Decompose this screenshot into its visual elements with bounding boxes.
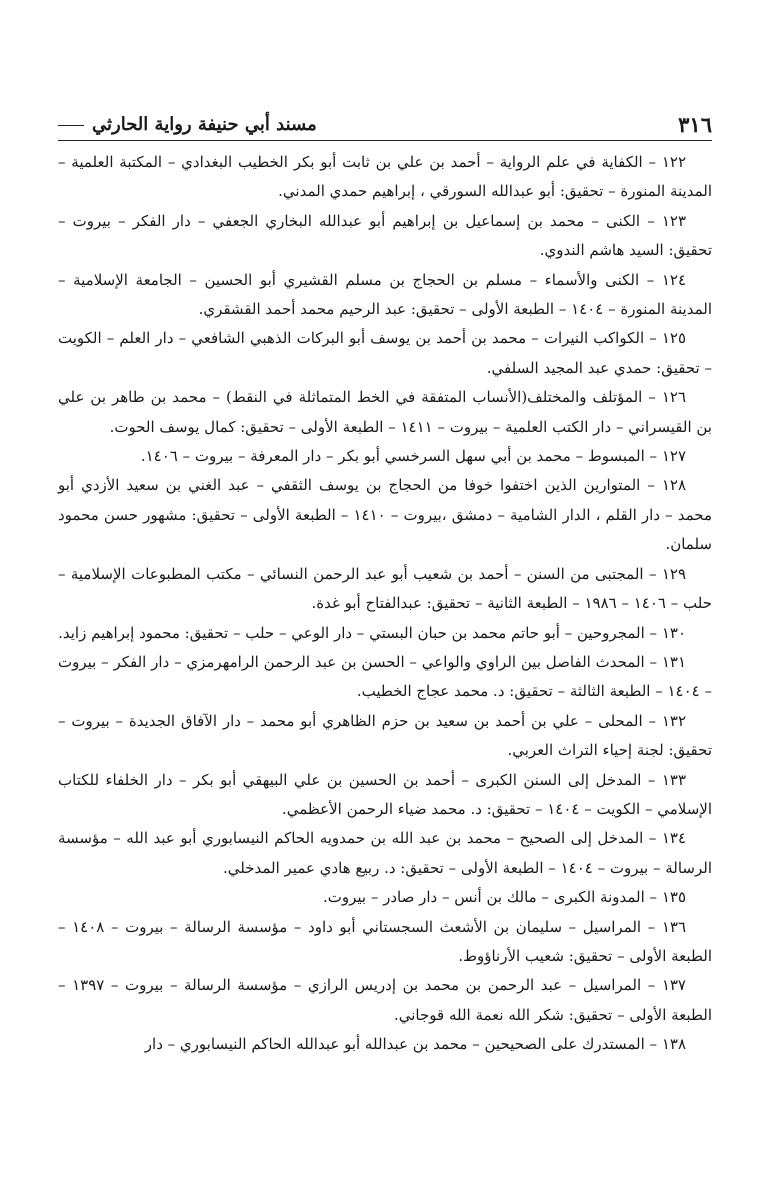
bibliography-entry-124: ١٢٤ – الكنى والأسماء – مسلم بن الحجاج بن مسلم القشيري أبو الحسين – الجامعة الإسلامية – المدينة المنورة – ١٤٠٤ – الطبعة الأولى – تحقيق: عبد الرحيم محمد أحمد القشقري. — [58, 270, 712, 319]
bibliography-entry-137: ١٣٧ – المراسيل – عبد الرحمن بن محمد بن إدريس الرازي – مؤسسة الرسالة – بيروت – ١٣٩٧ – الطبعة الأولى – تحقيق: شكر الله نعمة الله قوجاني. — [58, 976, 712, 1024]
page-header — [58, 110, 712, 141]
bibliography-entry-122: ١٢٢ – الكفاية في علم الرواية – أحمد بن علي بن ثابت أبو بكر الخطيب البغدادي – المكتبة العلمية – المدينة المنورة – تحقيق: أبو عبدالله السورقي ، إبراهيم حمدي المدني. — [58, 153, 712, 201]
bibliography-list — [58, 148, 712, 1060]
bibliography-entry-136: ١٣٦ – المراسيل – سليمان بن الأشعث السجستاني أبو داود – مؤسسة الرسالة – بيروت – ١٤٠٨ – الطبعة الأولى – تحقيق: شعيب الأرناؤوط. — [58, 917, 712, 965]
bibliography-entry-123: ١٢٣ – الكنى – محمد بن إسماعيل بن إبراهيم أبو عبدالله البخاري الجعفي – دار الفكر – بيروت – تحقيق: السيد هاشم الندوي. — [58, 211, 712, 260]
bibliography-entry-138: ١٣٨ – المستدرك على الصحيحين – محمد بن عبدالله أبو عبدالله الحاكم النيسابوري – دار — [144, 1035, 686, 1054]
bibliography-entry-132: ١٣٢ – المحلى – علي بن أحمد بن سعيد بن حزم الظاهري أبو محمد – دار الآفاق الجديدة – بيروت – تحقيق: لجنة إحياء التراث العربي. — [58, 711, 712, 760]
bibliography-entry-131: ١٣١ – المحدث الفاصل بين الراوي والواعي – الحسن بن عبد الرحمن الرامهرمزي – دار الفكر – بيروت – ١٤٠٤ – الطبعة الثالثة – تحقيق: د. محمد عجاج الخطيب. — [58, 652, 712, 701]
bibliography-entry-130: ١٣٠ – المجروحين – أبو حاتم محمد بن حبان البستي – دار الوعي – حلب – تحقيق: محمود إبراهيم زايد. — [58, 623, 686, 642]
title-dash-divider — [58, 125, 84, 126]
bibliography-entry-125: ١٢٥ – الكواكب النيرات – محمد بن أحمد بن يوسف أبو البركات الذهبي الشافعي – دار العلم – الكويت – تحقيق: حمدي عبد المجيد السلفي. — [58, 329, 712, 377]
bibliography-entry-126: ١٢٦ – المؤتلف والمختلف(الأنساب المتفقة في الخط المتماثلة في النقط) – محمد بن طاهر بن علي بن القيسراني – دار الكتب العلمية – بيروت – ١٤١١ – الطبعة الأولى – تحقيق: كمال يوسف الحوت. — [58, 388, 712, 436]
bibliography-entry-134: ١٣٤ – المدخل إلى الصحيح – محمد بن عبد الله بن حمدويه الحاكم النيسابوري أبو عبد الله – مؤسسة الرسالة – بيروت – ١٤٠٤ – الطبعة الأولى – تحقيق: د. ربيع هادي عمير المدخلي. — [58, 829, 712, 877]
running-title-text: مسند أبي حنيفة رواية الحارثي — [92, 114, 317, 135]
page-number: ٣١٦ — [678, 112, 712, 137]
bibliography-entry-133: ١٣٣ – المدخل إلى السنن الكبرى – أحمد بن الحسين بن علي البيهقي أبو بكر – دار الخلفاء للكتاب الإسلامي – الكويت – ١٤٠٤ – تحقيق: د. محمد ضياء الرحمن الأعظمي. — [58, 770, 712, 818]
bibliography-entry-135: ١٣٥ – المدونة الكبرى – مالك بن أنس – دار صادر – بيروت. — [322, 888, 686, 907]
running-title — [58, 110, 317, 140]
bibliography-entry-127: ١٢٧ – المبسوط – محمد بن أبي سهل السرخسي أبو بكر – دار المعرفة – بيروت – ١٤٠٦. — [140, 447, 686, 466]
bibliography-entry-128: ١٢٨ – المتوارين الذين اختفوا خوفا من الحجاج بن يوسف الثقفي – عبد الغني بن سعيد الأزدي أبو محمد – دار القلم ، الدار الشامية – دمشق ،بيروت – ١٤١٠ – الطبعة الأولى – تحقيق: مشهور حسن محمود سلمان. — [58, 476, 712, 554]
bibliography-entry-129: ١٢٩ – المجتبى من السنن – أحمد بن شعيب أبو عبد الرحمن النسائي – مكتب المطبوعات الإسلامية – حلب – ١٤٠٦ – ١٩٨٦ – الطبعة الثانية – تحقيق: عبدالفتاح أبو غدة. — [58, 564, 712, 613]
